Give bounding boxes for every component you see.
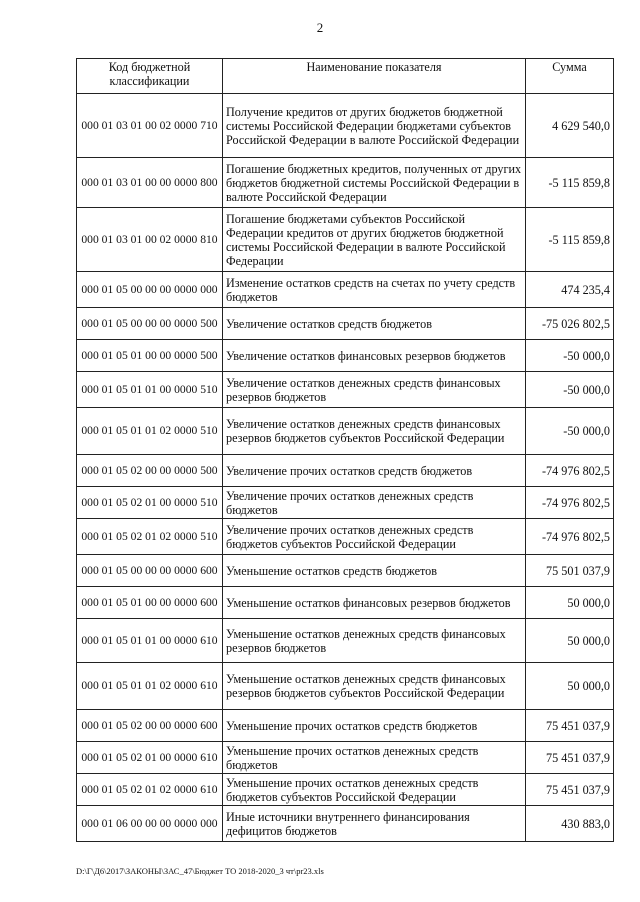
indicator-name-cell: Увеличение остатков денежных средств финансовых резервов бюджетов [223,372,526,408]
sum-cell: 75 501 037,9 [526,555,614,587]
budget-code-cell: 000 01 05 01 01 02 0000 610 [77,663,223,710]
budget-code-cell: 000 01 05 02 01 02 0000 510 [77,519,223,555]
table-row [77,158,614,208]
sum-cell: -74 976 802,5 [526,487,614,519]
page-number: 2 [316,20,324,35]
indicator-name-cell: Увеличение прочих остатков денежных средств бюджетов субъектов Российской Федерации [223,519,526,555]
table-row [77,806,614,842]
budget-code-cell: 000 01 03 01 00 02 0000 810 [77,208,223,272]
sum-cell: 75 451 037,9 [526,710,614,742]
sum-cell: -50 000,0 [526,372,614,408]
table-row [77,742,614,774]
sum-cell: -74 976 802,5 [526,519,614,555]
table-row [77,408,614,455]
header-code: Код бюджетной классификации [77,59,223,94]
indicator-name-cell: Увеличение остатков средств бюджетов [223,308,526,340]
indicator-name-cell: Уменьшение остатков денежных средств финансовых резервов бюджетов [223,619,526,663]
table-row [77,774,614,806]
table-header-row [77,59,614,94]
table-row [77,308,614,340]
budget-code-cell: 000 01 05 01 00 00 0000 600 [77,587,223,619]
indicator-name-cell: Погашение бюджетами субъектов Российской Федерации кредитов от других бюджетов бюджетной системы Российской Федерации в валюте Российской Федерации [223,208,526,272]
indicator-name-cell: Уменьшение остатков финансовых резервов бюджетов [223,587,526,619]
table-row [77,555,614,587]
indicator-name-cell: Погашение бюджетных кредитов, полученных от других бюджетов бюджетной системы Российской Федерации в валюте Российской Федерации [223,158,526,208]
sum-cell: 430 883,0 [526,806,614,842]
budget-code-cell: 000 01 05 02 01 00 0000 510 [77,487,223,519]
indicator-name-cell: Увеличение прочих остатков денежных средств бюджетов [223,487,526,519]
indicator-name-cell: Увеличение остатков финансовых резервов бюджетов [223,340,526,372]
sum-cell: -75 026 802,5 [526,308,614,340]
indicator-name-cell: Уменьшение прочих остатков денежных средств бюджетов субъектов Российской Федерации [223,774,526,806]
indicator-name-cell: Иные источники внутреннего финансирования дефицитов бюджетов [223,806,526,842]
budget-code-cell: 000 01 05 02 00 00 0000 600 [77,710,223,742]
budget-code-cell: 000 01 06 00 00 00 0000 000 [77,806,223,842]
sum-cell: 474 235,4 [526,272,614,308]
sum-cell: -50 000,0 [526,408,614,455]
table-row [77,455,614,487]
indicator-name-cell: Уменьшение прочих остатков средств бюджетов [223,710,526,742]
sum-cell: 50 000,0 [526,587,614,619]
sum-cell: 75 451 037,9 [526,774,614,806]
sum-cell: 75 451 037,9 [526,742,614,774]
table-row [77,663,614,710]
budget-code-cell: 000 01 05 00 00 00 0000 000 [77,272,223,308]
header-name: Наименование показателя [223,59,526,94]
file-path-footer: D:\Г\Д6\2017\ЗАКОНЫ\ЗАС_47\Бюджет ТО 2018-2020_3 чт\pr23.xls [76,866,324,876]
table-row [77,208,614,272]
table-row [77,94,614,158]
budget-code-cell: 000 01 05 00 00 00 0000 600 [77,555,223,587]
table-row [77,340,614,372]
table-row [77,587,614,619]
indicator-name-cell: Увеличение прочих остатков средств бюджетов [223,455,526,487]
budget-code-cell: 000 01 05 00 00 00 0000 500 [77,308,223,340]
table-row [77,487,614,519]
sum-cell: 50 000,0 [526,663,614,710]
sum-cell: -5 115 859,8 [526,158,614,208]
budget-code-cell: 000 01 03 01 00 02 0000 710 [77,94,223,158]
budget-code-cell: 000 01 05 01 01 02 0000 510 [77,408,223,455]
indicator-name-cell: Уменьшение прочих остатков денежных средств бюджетов [223,742,526,774]
sum-cell: -50 000,0 [526,340,614,372]
budget-sources-table [76,58,614,842]
budget-code-cell: 000 01 05 01 01 00 0000 510 [77,372,223,408]
indicator-name-cell: Уменьшение остатков средств бюджетов [223,555,526,587]
table-row [77,372,614,408]
sum-cell: -74 976 802,5 [526,455,614,487]
budget-code-cell: 000 01 05 01 00 00 0000 500 [77,340,223,372]
budget-code-cell: 000 01 05 02 01 02 0000 610 [77,774,223,806]
budget-code-cell: 000 01 05 02 01 00 0000 610 [77,742,223,774]
indicator-name-cell: Получение кредитов от других бюджетов бюджетной системы Российской Федерации бюджетами субъектов Российской Федерации в валюте Российской Федерации [223,94,526,158]
table-row [77,619,614,663]
budget-code-cell: 000 01 05 01 01 00 0000 610 [77,619,223,663]
budget-code-cell: 000 01 03 01 00 00 0000 800 [77,158,223,208]
header-sum: Сумма [526,59,614,94]
table-row [77,710,614,742]
indicator-name-cell: Изменение остатков средств на счетах по учету средств бюджетов [223,272,526,308]
sum-cell: -5 115 859,8 [526,208,614,272]
budget-code-cell: 000 01 05 02 00 00 0000 500 [77,455,223,487]
indicator-name-cell: Увеличение остатков денежных средств финансовых резервов бюджетов субъектов Российской Федерации [223,408,526,455]
indicator-name-cell: Уменьшение остатков денежных средств финансовых резервов бюджетов субъектов Российской Федерации [223,663,526,710]
table-row [77,519,614,555]
sum-cell: 50 000,0 [526,619,614,663]
table-row [77,272,614,308]
sum-cell: 4 629 540,0 [526,94,614,158]
